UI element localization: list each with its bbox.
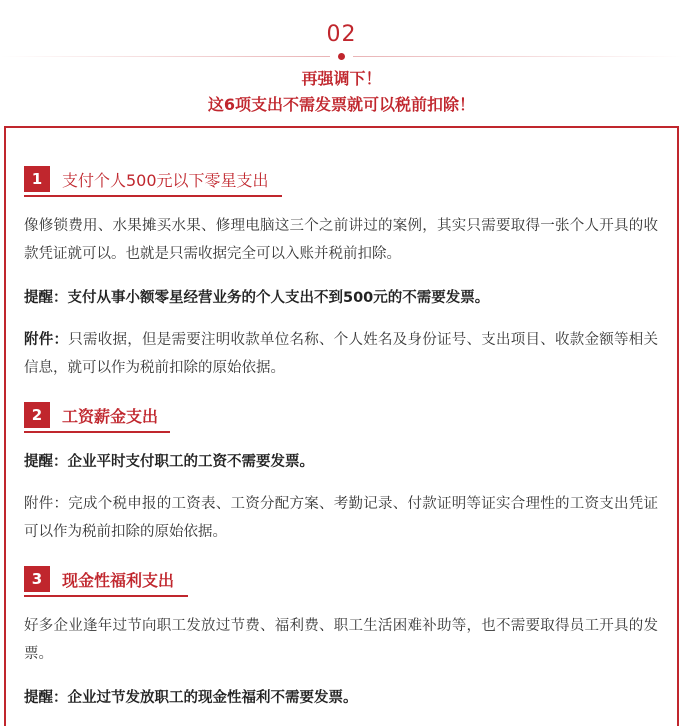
section-number: 02 [326,22,357,47]
section-1-attachment [24,326,658,382]
section-1-body: 像修锁费用、水果摊买水果、修理电脑这三个之前讲过的案例，其实只需要取得一张个人开具的收款凭证就可以。也就是只需收据完全可以入账并税前扣除。 [24,218,658,262]
header-divider-left [0,56,330,57]
section-1-tip: 提醒：支付从事小额零星经营业务的个人支出不到500元的不需要发票。 [24,290,490,306]
section-title: 支付个人500元以下零星支出 [62,171,269,190]
section-2-attachment: 附件：完成个税申报的工资表、工资分配方案、考勤记录、付款证明等证实合理性的工资支出凭证可以作为税前扣除的原始依据。 [24,496,658,540]
section-badge: 2 [24,402,50,428]
section-2-tip: 提醒：企业平时支付职工的工资不需要发票。 [24,454,314,470]
section-3-tip: 提醒：企业过节发放职工的现金性福利不需要发票。 [24,690,358,706]
section-title: 工资薪金支出 [62,407,159,426]
section-badge: 1 [24,166,50,192]
section-3-body: 好多企业逢年过节向职工发放过节费、福利费、职工生活困难补助等，也不需要取得员工开具的发票。 [24,618,658,662]
attachment-label: 附件： [24,332,69,348]
section-badge: 3 [24,566,50,592]
header-line-1: 再强调下！ [301,69,382,88]
section-title: 现金性福利支出 [62,571,175,590]
header-line-2: 这6项支出不需发票就可以税前扣除！ [207,95,476,114]
section-underline [24,431,170,433]
section-underline [24,195,282,197]
attachment-text: 只需收据，但是需要注明收款单位名称、个人姓名及身份证号、支出项目、收款金额等相关信息，就可以作为税前扣除的原始依据。 [24,332,658,376]
header-divider-dot [338,53,345,60]
header-divider-right [353,56,683,57]
section-underline [24,595,188,597]
